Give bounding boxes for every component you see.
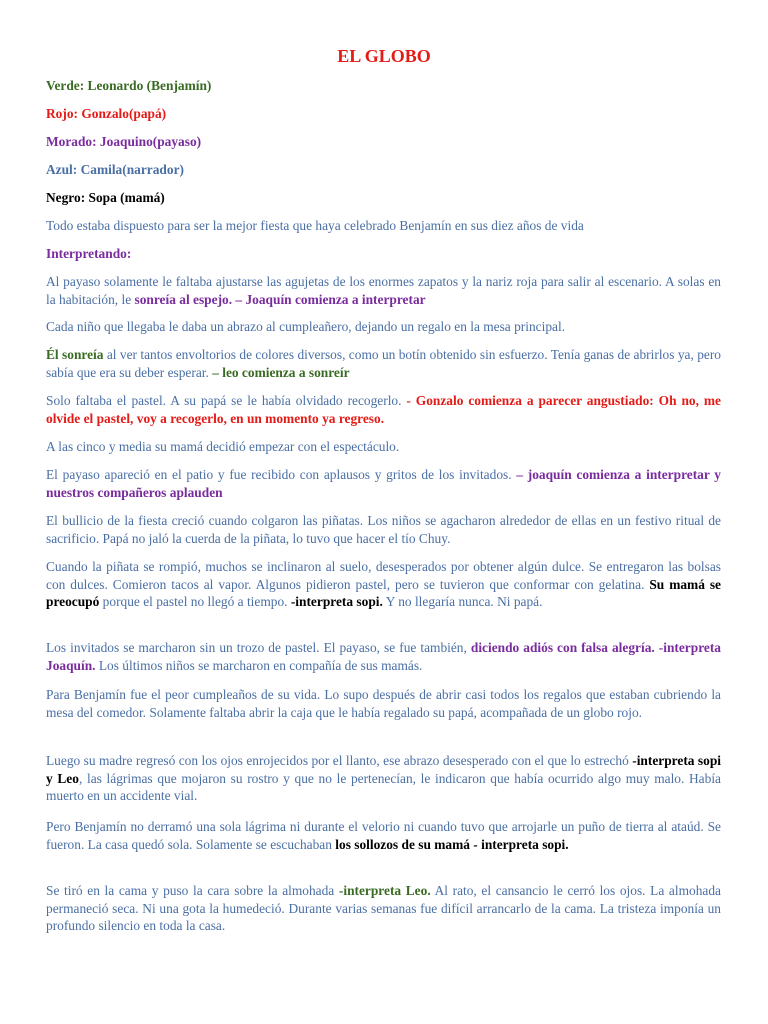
paragraph-14-cue: -interpreta Leo.	[338, 883, 431, 898]
interpretando-heading: Interpretando:	[46, 246, 132, 261]
paragraph-10	[46, 639, 721, 674]
paragraph-12-narration: Luego su madre regresó con los ojos enrojecidos por el llanto, ese abrazo desesperado con el que lo estrechó	[46, 753, 633, 768]
paragraph-12-cue: -interpreta sopi y Leo	[46, 753, 721, 786]
paragraph-14	[46, 882, 721, 935]
paragraph-5-cue: - Gonzalo comienza a parecer angustiado: Oh no, me olvide el pastel, voy a recogerlo, en un momento ya regreso.	[46, 393, 721, 426]
cast-rojo: Rojo: Gonzalo(papá)	[46, 106, 167, 121]
paragraph-2-narration: Al payaso solamente le faltaba ajustarse las agujetas de los enormes zapatos y la nariz roja para salir al escenario. A solas en la habitación, le	[46, 274, 721, 307]
cast-verde: Verde: Leonardo (Benjamín)	[46, 78, 212, 93]
paragraph-11: Para Benjamín fue el peor cumpleaños de su vida. Lo supo después de abrir casi todos los regalos que estaban cubriendo la mesa del comedor. Solamente faltaba abrir la caja que le había regalado su papá, acompañada de un globo rojo.	[46, 687, 721, 720]
paragraph-6: A las cinco y media su mamá decidió empezar con el espectáculo.	[46, 439, 400, 454]
paragraph-9-narration-3: Y no llegaría nunca. Ni papá.	[382, 594, 543, 609]
paragraph-4-highlight: Él sonreía	[46, 347, 104, 362]
paragraph-8: El bullicio de la fiesta creció cuando colgaron las piñatas. Los niños se agacharon alrededor de ellas en un festivo ritual de sacrificio. Papá no jaló la cuerda de la piñata, lo tuvo que hacer el tío Chuy.	[46, 513, 721, 546]
paragraph-13	[46, 818, 721, 853]
paragraph-7	[46, 466, 721, 501]
document-title: EL GLOBO	[337, 46, 431, 66]
paragraph-13-narration: Pero Benjamín no derramó una sola lágrima ni durante el velorio ni cuando tuvo que arrojarle un puño de tierra al ataúd. Se fueron. La casa quedó sola. Solamente se escuchaban	[46, 819, 721, 852]
paragraph-4-narration: al ver tantos envoltorios de colores diversos, como un botín obtenido sin esfuerzo. Tenía ganas de abrirlos ya, pero sabía que era su deber esperar.	[46, 347, 721, 380]
cast-negro: Negro: Sopa (mamá)	[46, 190, 165, 205]
paragraph-10-cue: diciendo adiós con falsa alegría. -interpreta Joaquín.	[46, 640, 721, 673]
paragraph-13-cue: los sollozos de su mamá - interpreta sopi.	[335, 836, 569, 852]
paragraph-5-narration: Solo faltaba el pastel. A su papá se le había olvidado recogerlo.	[46, 393, 407, 408]
paragraph-9-narration: Cuando la piñata se rompió, muchos se inclinaron al suelo, desesperados por obtener algún dulce. Se entregaron las bolsas con dulces. Comieron tacos al vapor. Algunos pidieron pastel, pero se tuvieron que conformar con gelatina.	[46, 559, 721, 592]
paragraph-9	[46, 558, 721, 611]
paragraph-7-narration: El payaso apareció en el patio y fue recibido con aplausos y gritos de los invitados.	[46, 467, 517, 482]
paragraph-3: Cada niño que llegaba le daba un abrazo al cumpleañero, dejando un regalo en la mesa principal.	[46, 319, 566, 334]
paragraph-7-cue: – joaquín comienza a interpretar y nuestros compañeros aplauden	[46, 467, 721, 500]
paragraph-4-cue: – leo comienza a sonreír	[212, 364, 350, 380]
paragraph-12	[46, 752, 721, 805]
cast-azul: Azul: Camila(narrador)	[46, 162, 184, 177]
paragraph-12-narration-2: , las lágrimas que mojaron su rostro y que no le pertenecían, le indicaron que había ocurrido algo muy malo. Había muerto en un accidente vial.	[46, 770, 721, 803]
paragraph-10-narration-2: Los últimos niños se marcharon en compañía de sus mamás.	[95, 657, 423, 673]
paragraph-2-cue: sonreía al espejo. – Joaquín comienza a interpretar	[134, 291, 426, 307]
paragraph-1: Todo estaba dispuesto para ser la mejor fiesta que haya celebrado Benjamín en sus diez años de vida	[46, 218, 584, 233]
paragraph-5	[46, 392, 721, 427]
paragraph-4	[46, 346, 721, 381]
cast-morado: Morado: Joaquino(payaso)	[46, 134, 202, 149]
paragraph-9-highlight: Su mamá se preocupó	[46, 576, 721, 609]
paragraph-9-narration-2: porque el pastel no llegó a tiempo.	[99, 594, 291, 609]
paragraph-9-cue: -interpreta sopi.	[290, 594, 383, 609]
paragraph-2	[46, 273, 721, 308]
paragraph-14-narration-2: Al rato, el cansancio le cerró los ojos. La almohada permaneció seca. Ni una gota la humedeció. Durante varias semanas fue difícil arrancarlo de la cama. La tristeza imponía un profundo silencio en toda la casa.	[46, 883, 721, 933]
paragraph-14-narration: Se tiró en la cama y puso la cara sobre la almohada	[46, 883, 339, 898]
paragraph-10-narration: Los invitados se marcharon sin un trozo de pastel. El payaso, se fue también,	[46, 640, 471, 655]
